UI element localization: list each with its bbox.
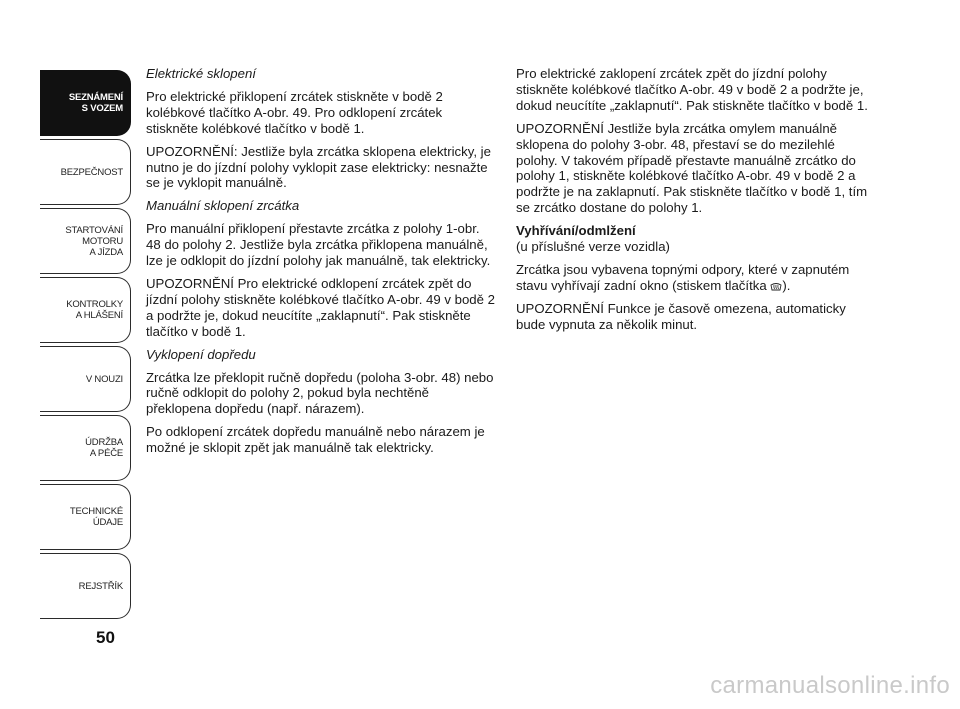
right-text-column xyxy=(516,66,876,340)
warning-paragraph: UPOZORNĚNÍ Funkce je časově omezena, automaticky bude vypnuta za několik minut. xyxy=(516,300,846,332)
tab-technicke-udaje[interactable]: TECHNICKÉ ÚDAJE xyxy=(40,484,131,550)
page-number: 50 xyxy=(96,628,115,647)
left-text-column xyxy=(146,66,496,463)
watermark: carmanualsonline.info xyxy=(710,672,950,699)
tab-rejstrik[interactable]: REJSTŘÍK xyxy=(40,553,131,619)
subsection-title-electric-folding: Elektrické sklopení xyxy=(146,66,256,81)
rear-window-heater-icon xyxy=(770,279,782,288)
warning-paragraph: UPOZORNĚNÍ Pro elektrické odklopení zrcátek zpět do jízdní polohy stiskněte kolébkové tlačítko A-obr. 49 v bodě 2 a podržte je, dokud neucítíte „zaklapnutí“. Pak stiskněte tlačítko v bodě 1. xyxy=(146,275,495,339)
paragraph: Po odklopení zrcátek dopředu manuálně nebo nárazem je možné je sklopit zpět jak manuálně tak elektricky. xyxy=(146,424,485,456)
tab-v-nouzi[interactable]: V NOUZI xyxy=(40,346,131,412)
tab-seznameni-s-vozem[interactable]: SEZNÁMENÍ S VOZEM xyxy=(40,70,131,136)
section-heading-heating: Vyhřívání/odmlžení xyxy=(516,223,636,239)
tab-kontrolky-a-hlaseni[interactable]: KONTROLKY A HLÁŠENÍ xyxy=(40,277,131,343)
warning-paragraph: UPOZORNĚNÍ Jestliže byla zrcátka omylem manuálně sklopena do polohy 3-obr. 48, přestaví se do mezilehlé polohy. V takovém případě přestavte manuálně zrcátko do polohy 1, stiskněte kolébkové tlačítko A-obr. 49 v bodě 2 a podržte je na zaklapnutí. Pak stiskněte tlačítko v bodě 1, tím se zrcátko dostane do polohy 1. xyxy=(516,120,868,216)
subsection-title-manual-folding: Manuální sklopení zrcátka xyxy=(146,198,300,214)
paragraph-text: Zrcátka jsou vybavena topnými odpory, které v zapnutém stavu vyhřívají zadní okno (stiskem tlačítka xyxy=(516,261,850,293)
section-subheading: (u příslušné verze vozidla) xyxy=(516,239,670,255)
paragraph-text: ). xyxy=(782,277,791,293)
paragraph xyxy=(516,262,876,294)
warning-paragraph: UPOZORNĚNÍ: Jestliže byla zrcátka sklopena elektricky, je nutno je do jízdní polohy vyklopit zase elektricky: nesnažte se je vyklopit manuálně. xyxy=(146,143,491,191)
subsection-title-fold-forward: Vyklopení dopředu xyxy=(146,346,256,362)
paragraph: Pro elektrické přiklopení zrcátek stiskněte v bodě 2 kolébkové tlačítko A-obr. 49. Pro odklopení zrcátek stiskněte kolébkové tlačítko v bodě 1. xyxy=(146,88,443,136)
paragraph: Pro elektrické zaklopení zrcátek zpět do jízdní polohy stiskněte kolébkové tlačítko A-obr. 49 v bodě 2 a podržte je, dokud neucítíte „zaklapnutí“. Pak stiskněte tlačítko v bodě 1. xyxy=(516,66,868,113)
paragraph: Pro manuální přiklopení přestavte zrcátka z polohy 1-obr. 48 do polohy 2. Jestliže byla zrcátka přiklopena manuálně, lze je odklopit do jízdní polohy jak manuálně, tak elektricky. xyxy=(146,221,491,269)
tab-bezpecnost[interactable]: BEZPEČNOST xyxy=(40,139,131,205)
tab-startovani-motoru[interactable]: STARTOVÁNÍ MOTORU A JÍZDA xyxy=(40,208,131,274)
tab-udrzba-a-pece[interactable]: ÚDRŽBA A PÉČE xyxy=(40,415,131,481)
paragraph: Zrcátka lze překlopit ručně dopředu (poloha 3-obr. 48) nebo ručně odklopit do polohy 2, pokud byla nechtěně překlopena dopředu (např. nárazem). xyxy=(146,369,494,417)
